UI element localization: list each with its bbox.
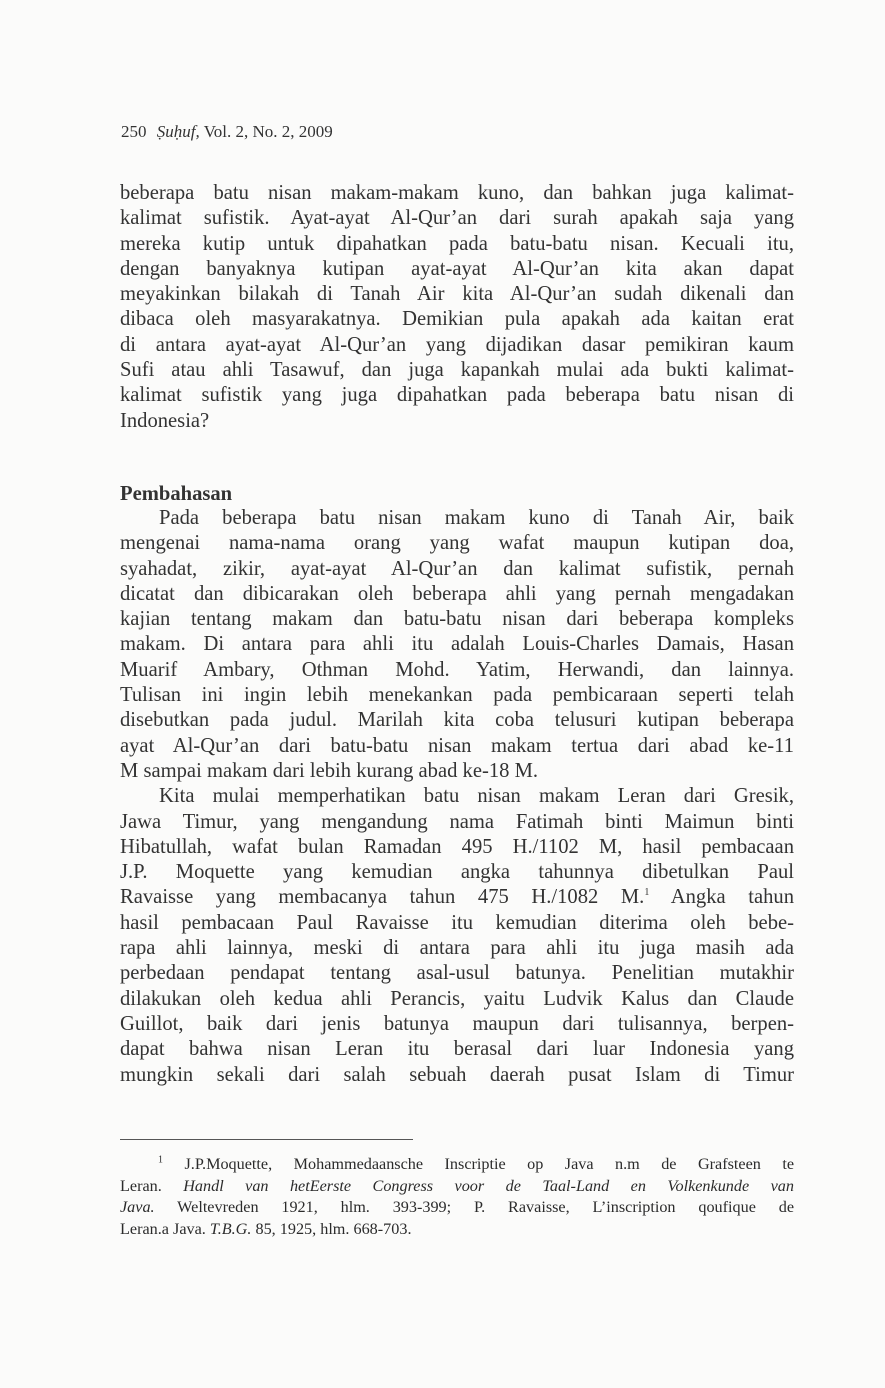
text-line: dilakukan oleh kedua ahli Perancis, yaitu Ludvik Kalus dan Claude (120, 987, 794, 1010)
text-line: rapa ahli lainnya, meski di antara para ahli itu juga masih ada (120, 937, 794, 960)
paragraph-2 (120, 784, 794, 1088)
intro-paragraph (120, 181, 794, 434)
footnote-text: Leran. (120, 1176, 184, 1195)
text-line: Pada beberapa batu nisan makam kuno di Tanah Air, baik (159, 507, 794, 529)
text-line: hasil pembacaan Paul Ravaisse itu kemudian diterima oleh bebe- (120, 911, 794, 934)
text-line: dengan banyaknya kutipan ayat-ayat Al-Qur’an kita akan dapat (120, 257, 794, 280)
text-line: ayat Al-Qur’an dari batu-batu nisan makam tertua dari abad ke-11 (120, 734, 794, 757)
text-line-with-footnote (120, 885, 794, 910)
text-line: di antara ayat-ayat Al-Qur’an yang dijadikan dasar pemikiran kaum (120, 333, 794, 356)
footnote-italic-title: Java. (120, 1198, 155, 1217)
footnote-text: Leran.a Java. (120, 1220, 210, 1239)
text-segment: Angka tahun (670, 886, 794, 909)
text-line: dapat bahwa nisan Leran itu berasal dari luar Indonesia yang (120, 1038, 794, 1061)
running-header (121, 122, 333, 142)
section-heading: Pembahasan (120, 483, 233, 505)
section-body (120, 506, 794, 1088)
text-line: Hibatullah, wafat bulan Ramadan 495 H./1102 M, hasil pembacaan (120, 835, 794, 858)
text-line: disebutkan pada judul. Marilah kita coba telusuri kutipan beberapa (120, 709, 794, 732)
text-line: mereka kutip untuk dipahatkan pada batu-batu nisan. Kecuali itu, (120, 232, 794, 255)
footnote-line (120, 1219, 794, 1241)
text-line: Tulisan ini ingin lebih menekankan pada pembicaraan seperti telah (120, 684, 794, 707)
text-segment: Ravaisse yang membacanya tahun 475 H./1082 M. (120, 886, 645, 909)
footnote-line (120, 1176, 794, 1198)
footnote-line (120, 1197, 794, 1219)
text-line: Kita mulai memperhatikan batu nisan makam Leran dari Gresik, (159, 785, 794, 808)
text-line: kalimat sufistik yang juga dipahatkan pada beberapa batu nisan di (120, 384, 794, 407)
text-line: mengenai nama-nama orang yang wafat maupun kutipan doa, (120, 532, 794, 555)
footnote-line (120, 1154, 794, 1176)
text-line: J.P. Moquette yang kemudian angka tahunnya dibetulkan Paul (120, 861, 794, 884)
footnote (120, 1154, 794, 1241)
paragraph-1 (120, 506, 794, 784)
footnote-marker: 1 (644, 887, 650, 899)
journal-volume: Vol. 2, No. 2, 2009 (203, 122, 333, 141)
journal-title: Ṣuḥuf, (156, 122, 200, 141)
text-line: Guillot, baik dari jenis batunya maupun dari tulisannya, berpen- (120, 1012, 794, 1035)
text-line: meyakinkan bilakah di Tanah Air kita Al-Qur’an sudah dikenali dan (120, 283, 794, 306)
text-line: dicatat dan dibicarakan oleh beberapa ahli yang pernah mengadakan (120, 582, 794, 605)
text-line: dibaca oleh masyarakatnya. Demikian pula apakah ada kaitan erat (120, 308, 794, 331)
footnote-text: J.P.Moquette, Mohammedaansche Inscriptie op Java n.m de Grafsteen te (184, 1155, 795, 1173)
text-line: mungkin sekali dari salah sebuah daerah pusat Islam di Timur (120, 1063, 794, 1086)
footnote-text: Weltevreden 1921, hlm. 393-399; P. Ravaisse, L’inscription qoufique de (154, 1198, 794, 1217)
text-line: Sufi atau ahli Tasawuf, dan juga kapankah mulai ada bukti kalimat- (120, 359, 794, 382)
text-line: M sampai makam dari lebih kurang abad ke-18 M. (120, 759, 539, 782)
footnote-divider (120, 1139, 413, 1140)
footnote-text: 85, 1925, hlm. 668-703. (251, 1220, 412, 1239)
footnote-number: 1 (158, 1154, 163, 1166)
footnote-italic-title: T.B.G. (209, 1220, 252, 1239)
text-line: kalimat sufistik. Ayat-ayat Al-Qur’an dari surah apakah saja yang (120, 207, 794, 230)
text-line: kajian tentang makam dan batu-batu nisan dari beberapa kompleks (120, 608, 794, 631)
text-line: Jawa Timur, yang mengandung nama Fatimah binti Maimun binti (120, 810, 794, 833)
text-line: perbedaan pendapat tentang asal-usul batunya. Penelitian mutakhir (120, 962, 794, 985)
text-line: Muarif Ambary, Othman Mohd. Yatim, Herwandi, dan lainnya. (120, 658, 794, 681)
text-line: Indonesia? (120, 409, 210, 432)
text-line: makam. Di antara para ahli itu adalah Louis-Charles Damais, Hasan (120, 633, 794, 656)
page-number: 250 (121, 122, 147, 141)
text-line: syahadat, zikir, ayat-ayat Al-Qur’an dan kalimat sufistik, pernah (120, 557, 794, 580)
text-line: beberapa batu nisan makam-makam kuno, dan bahkan juga kalimat- (120, 182, 794, 204)
footnote-italic-title: Handl van hetEerste Congress voor de Taal-Land en Volkenkunde van (183, 1176, 794, 1195)
